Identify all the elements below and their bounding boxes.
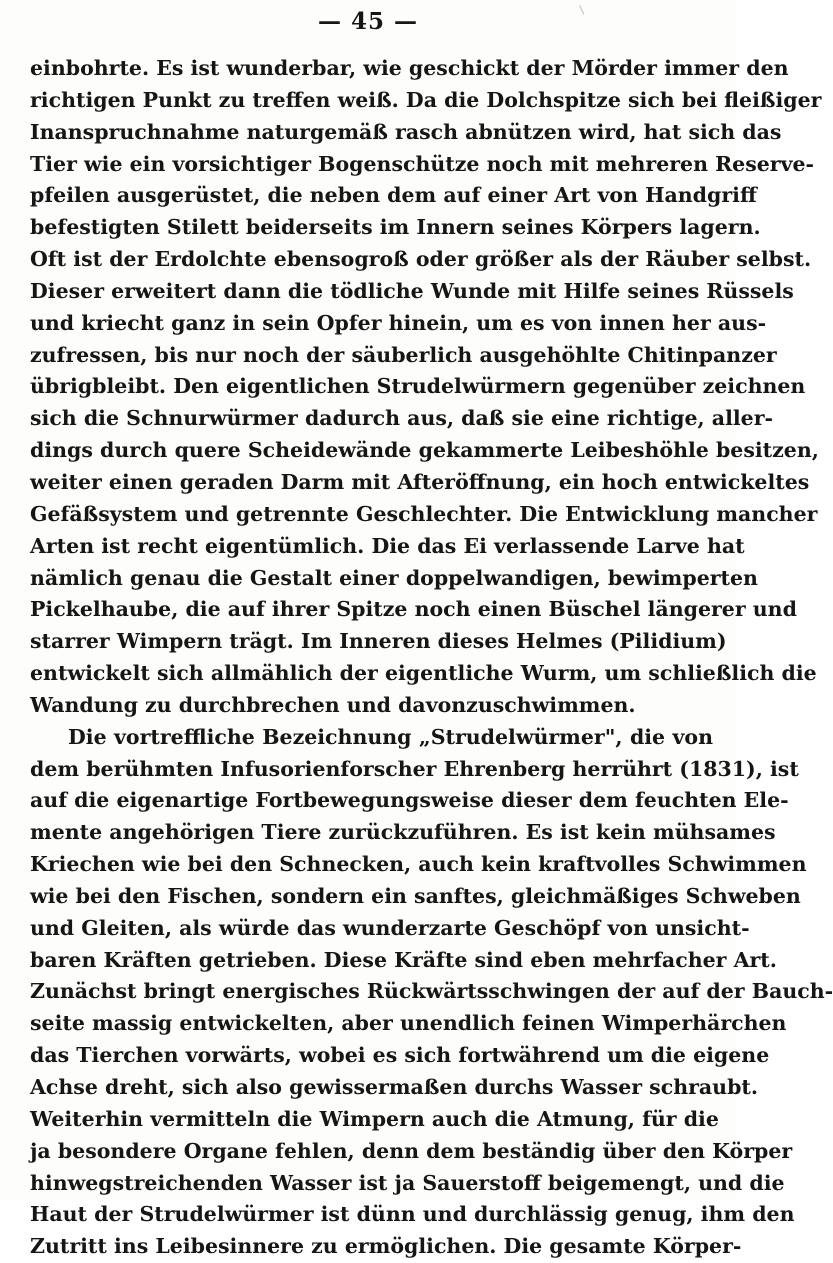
text-line: nämlich genau die Gestalt einer doppelwandigen, bewimperten (30, 565, 758, 590)
text-line: Arten ist recht eigentümlich. Die das Ei verlassende Larve hat (30, 533, 745, 558)
text-line: wie bei den Fischen, sondern ein sanftes, gleichmäßiges Schweben (30, 883, 801, 908)
text-line: seite massig entwickelten, aber unendlich feinen Wimperhärchen (30, 1011, 787, 1036)
text-line: hinwegstreichenden Wasser ist ja Sauerstoff beigemengt, und die (30, 1170, 785, 1195)
text-line: auf die eigenartige Fortbewegungsweise dieser dem feuchten Ele- (30, 788, 789, 813)
text-line: Zutritt ins Leibesinnere zu ermöglichen. Die gesamte Körper- (30, 1234, 742, 1259)
text-line: übrigbleibt. Den eigentlichen Strudelwürmern gegenüber zeichnen (30, 374, 806, 399)
text-line: Wandung zu durchbrechen und davonzuschwimmen. (30, 692, 636, 717)
text-line: Weiterhin vermitteln die Wimpern auch die Atmung, für die (30, 1106, 719, 1131)
page-number: — 45 — (317, 8, 419, 35)
text-line: dings durch quere Scheidewände gekammerte Leibeshöhle besitzen, (30, 438, 819, 463)
text-line: Die vortreffliche Bezeichnung „Strudelwürmer", die von (68, 724, 713, 749)
text-line: baren Kräften getrieben. Diese Kräfte sind eben mehrfacher Art. (30, 947, 777, 972)
text-line: zufressen, bis nur noch der säuberlich ausgehöhlte Chitinpanzer (30, 342, 777, 367)
text-line: richtigen Punkt zu treffen weiß. Da die Dolchspitze sich bei fleißiger (30, 87, 822, 112)
text-line: dem berühmten Infusorienforscher Ehrenberg herrührt (1831), ist (30, 756, 799, 781)
text-line: Achse dreht, sich also gewissermaßen durchs Wasser schraubt. (30, 1075, 759, 1099)
text-line: Kriechen wie bei den Schnecken, auch kein kraftvolles Schwimmen (30, 852, 807, 877)
text-line: das Tierchen vorwärts, wobei es sich fortwährend um die eigene (30, 1043, 770, 1068)
body-text (30, 53, 833, 1263)
text-line: Oft ist der Erdolchte ebensogroß oder größer als der Räuber selbst. (30, 247, 812, 272)
text-line: pfeilen ausgerüstet, die neben dem auf einer Art von Handgriff (30, 183, 757, 208)
text-line: starrer Wimpern trägt. Im Inneren dieses Helmes (Pilidium) (30, 629, 727, 654)
text-line: mente angehörigen Tiere zurückzuführen. Es ist kein mühsames (30, 820, 776, 845)
text-line: einbohrte. Es ist wunderbar, wie geschickt der Mörder immer den (30, 56, 789, 80)
text-line: Pickelhaube, die auf ihrer Spitze noch einen Büschel längerer und (30, 597, 797, 622)
text-line: ja besondere Organe fehlen, denn dem beständig über den Körper (30, 1138, 793, 1163)
text-line: entwickelt sich allmählich der eigentliche Wurm, um schließlich die (30, 661, 817, 686)
text-line: befestigten Stilett beiderseits im Innern seines Körpers lagern. (30, 215, 761, 240)
text-line: Dieser erweitert dann die tödliche Wunde mit Hilfe seines Rüssels (30, 278, 794, 303)
text-line: Tier wie ein vorsichtiger Bogenschütze noch mit mehreren Reserve- (30, 151, 815, 176)
text-line: Zunächst bringt energisches Rückwärtsschwingen der auf der Bauch- (30, 979, 833, 1004)
text-line: und Gleiten, als würde das wunderzarte Geschöpf von unsicht- (30, 915, 750, 940)
text-line: Inanspruchnahme naturgemäß rasch abnützen wird, hat sich das (30, 119, 782, 144)
text-line: Haut der Strudelwürmer ist dünn und durchlässig genug, ihm den (30, 1202, 795, 1227)
text-line: weiter einen geraden Darm mit Afteröffnung, ein hoch entwickeltes (30, 469, 810, 494)
text-line: sich die Schnurwürmer dadurch aus, daß sie eine richtige, aller- (30, 406, 774, 431)
text-line: Gefäßsystem und getrennte Geschlechter. Die Entwicklung mancher (30, 501, 818, 526)
text-line: und kriecht ganz in sein Opfer hinein, um es von innen her aus- (30, 310, 767, 335)
